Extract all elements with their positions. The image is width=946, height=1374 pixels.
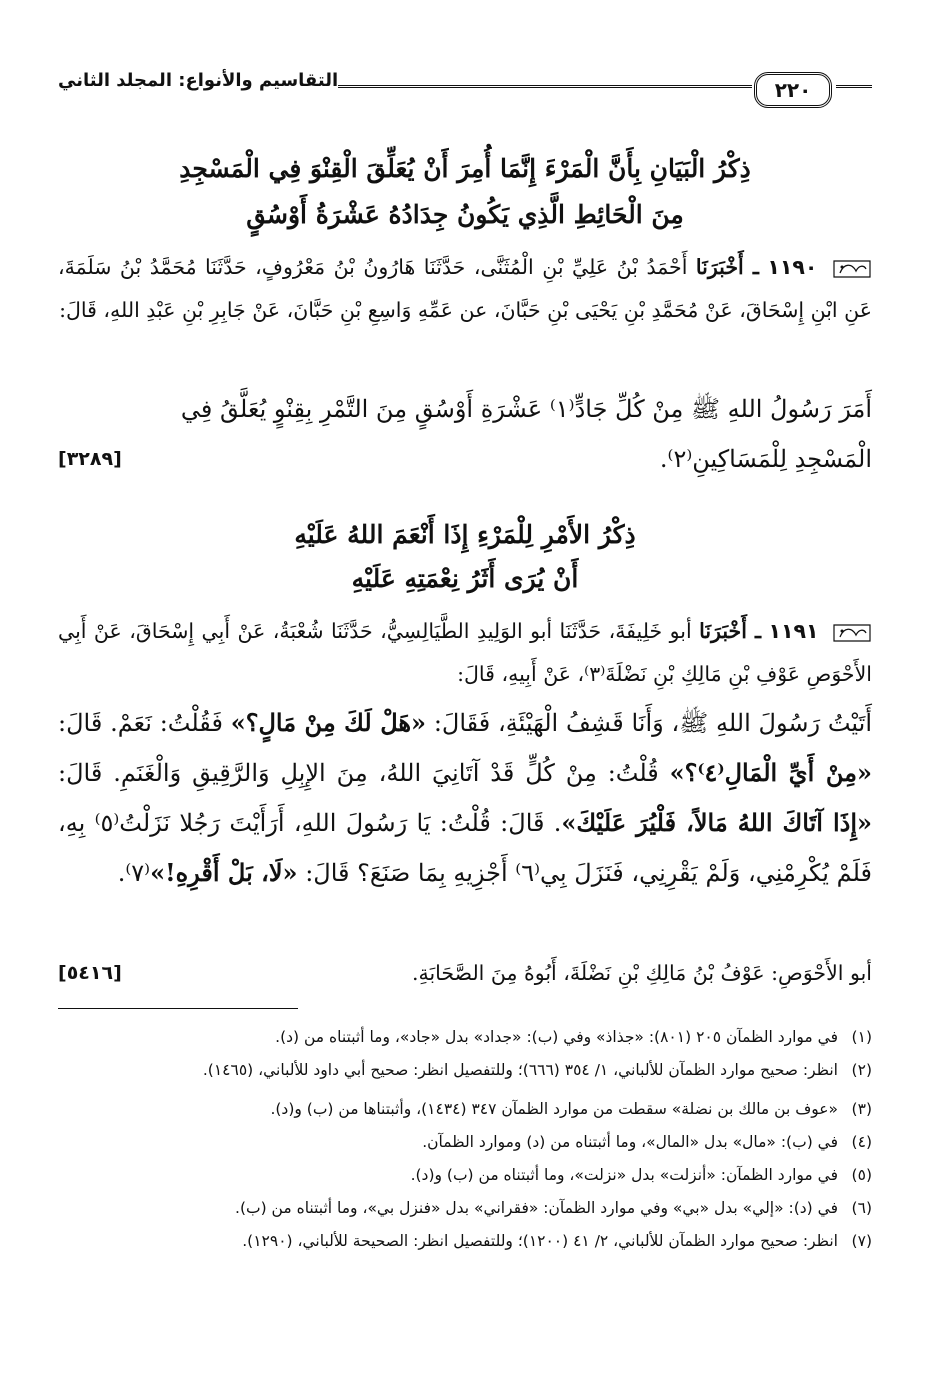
hadith-number: ١١٩٠ (767, 255, 818, 279)
note-text: أبو الأَحْوَصِ: عَوْفُ بْنُ مَالِكِ بْنِ نَضْلَةَ، أَبُوهُ مِنَ الصَّحَابَةِ. (411, 961, 872, 985)
hadith-1190-isnad: ١١٩٠ ـ أَخْبَرَنَا أَحْمَدُ بْنُ عَلِيِّ بْنِ الْمُثَنَّى، حَدَّثَنَا هَارُونُ بْنُ مَعْرُوفٍ، حَدَّثَنَا مُحَمَّدُ بْنُ سَلَمَةَ، عَنِ ابْنِ إِسْحَاقَ، عَنْ مُحَمَّدِ بْنِ يَحْيَى بْنِ حَبَّانَ، عن عَمِّهِ وَاسِعِ بْنِ حَبَّانَ، عَنْ جَابِرِ بْنِ عَبْدِ اللهِ، قَالَ: (58, 255, 872, 322)
footnote-6 (58, 1193, 872, 1224)
footnotes (58, 1022, 872, 1259)
section-heading-1-line-2: مِنَ الْحَائِطِ الَّذِي يَكُونُ جِدَادُهُ عَشْرَةُ أَوْسُقٍ (246, 200, 684, 229)
footnote-number: (٣) (851, 1100, 872, 1118)
footnote-separator (58, 1008, 298, 1009)
section-heading-2-line-2: أَنْ يُرَى أَثَرُ نِعْمَتِهِ عَلَيْهِ (351, 564, 579, 593)
matn-text: أَتَيْتُ رَسُولَ اللهِ ﷺ، وَأَنَا قَشِفُ الْهَيْئَةِ، فَقَالَ: (426, 709, 873, 737)
footnote-2 (58, 1055, 872, 1086)
footnote-number: (٢) (851, 1061, 872, 1079)
page-number: ٢٢٠ (754, 72, 832, 108)
header-rule-middle (338, 85, 752, 88)
footnote-text: في (د): «إلي» بدل «بي» وفي موارد الظمآن: «فقراني» بدل «فنزل بي»، وما أثبتناه من (ب). (235, 1199, 838, 1217)
reference-number: [٥٤١٦] (58, 962, 122, 984)
reference-number: [٣٢٨٩] (58, 448, 122, 470)
isnad-text: أَحْمَدُ بْنُ عَلِيِّ بْنِ الْمُثَنَّى، حَدَّثَنَا هَارُونُ بْنُ مَعْرُوفٍ، حَدَّثَنَا مُحَمَّدُ بْنُ سَلَمَةَ، عَنِ ابْنِ إِسْحَاقَ، عَنْ مُحَمَّدِ بْنِ يَحْيَى بْنِ حَبَّانَ، عن عَمِّهِ وَاسِعِ بْنِ حَبَّانَ، عَنْ جَابِرِ بْنِ عَبْدِ اللهِ، قَالَ: (58, 255, 872, 322)
narrator-ornament-icon (832, 621, 872, 645)
hadith-1190-matn-line-1: أَمَرَ رَسُولُ اللهِ ﷺ مِنْ كُلِّ جَادٍّ⁽١⁾ عَشْرَةِ أَوْسُقٍ مِنَ التَّمْرِ بِقِنْوٍ يُعَلَّقُ فِي (180, 395, 872, 423)
page-header (58, 64, 872, 112)
matn-text: الْمَسْجِدِ لِلْمَسَاكِينِ⁽٢⁾. (659, 445, 872, 473)
section-heading-1-line-1: ذِكْرُ الْبَيَانِ بِأَنَّ الْمَرْءَ إِنَّمَا أُمِرَ أَنْ يُعَلِّقَ الْقِنْوَ فِي الْمَسْجِدِ (179, 154, 751, 183)
matn-text: قُلْتُ: مِنْ كُلٍّ قَدْ آتَانِيَ اللهُ، مِنَ الإِبِلِ وَالرَّقِيقِ وَالْغَنَمِ. قَالَ: (58, 759, 670, 787)
running-title: التقاسيم والأنواع: المجلد الثاني (58, 70, 339, 91)
hadith-number: ١١٩١ (768, 619, 819, 643)
hadith-1191-matn (58, 698, 872, 898)
footnote-text: «عوف بن مالك بن نضلة» سقطت من موارد الظمآن ٣٤٧ (١٤٣٤)، وأثبتناها من (ب) و(د). (270, 1100, 838, 1118)
prophet-quote: «هَلْ لَكَ مِنْ مَالٍ؟» (230, 708, 427, 737)
hadith-lead-word: أَخْبَرَنَا (699, 619, 747, 643)
footnote-number: (٥) (851, 1166, 872, 1184)
matn-text: . قَالَ: قُلْتُ: يَا رَسُولَ اللهِ، أَرَأَيْتَ رَجُلا نَزَلْتُ⁽٥⁾ بِهِ، فَلَمْ يُكْرِمْنِي، وَلَمْ يَقْرِنِي، فَنَزَلَ بِي⁽٦⁾ أَجْزِيهِ بِمَا صَنَعَ؟ قَالَ: (58, 809, 872, 887)
isnad-text: أبو خَلِيفَةَ، حَدَّثَنَا أبو الوَلِيدِ الطَّيَالِسِيُّ، حَدَّثَنَا شُعْبَةُ، عَنْ أَبِي إِسْحَاقَ، عَنْ أَبِي الأَحْوَصِ عَوْفِ بْنِ مَالِكِ بْنِ نَضْلَةَ⁽٣⁾، عَنْ أَبِيهِ، قَالَ: (58, 619, 872, 686)
footnote-number: (٧) (851, 1232, 872, 1250)
footnote-5 (58, 1160, 872, 1191)
footnote-text: في (ب): «مال» بدل «المال»، وما أثبتناه من (د) وموارد الظمآن. (422, 1133, 838, 1151)
footnote-text: انظر: صحيح موارد الظمآن للألباني، ٢/ ٤١ (١٢٠٠)؛ وللتفصيل انظر: الصحيحة للألباني، (١٢٩٠). (242, 1232, 838, 1250)
hadith-1191-note (58, 952, 872, 995)
footnote-7 (58, 1226, 872, 1257)
section-heading-2-line-1: ذِكْرُ الأَمْرِ لِلْمَرْءِ إِذَا أَنْعَمَ اللهُ عَلَيْهِ (294, 520, 636, 549)
footnote-4 (58, 1127, 872, 1158)
footnote-number: (١) (851, 1028, 872, 1046)
header-rule-right (836, 85, 872, 88)
hadith-1190-matn-line-2 (58, 434, 872, 484)
footnote-number: (٤) (851, 1133, 872, 1151)
footnote-1 (58, 1022, 872, 1053)
footnote-3 (58, 1094, 872, 1125)
hadith-1191-isnad: ١١٩١ ـ أَخْبَرَنَا أبو خَلِيفَةَ، حَدَّثَنَا أبو الوَلِيدِ الطَّيَالِسِيُّ، حَدَّثَنَا شُعْبَةُ، عَنْ أَبِي إِسْحَاقَ، عَنْ أَبِي الأَحْوَصِ عَوْفِ بْنِ مَالِكِ بْنِ نَضْلَةَ⁽٣⁾، عَنْ أَبِيهِ، قَالَ: (58, 619, 872, 686)
narrator-ornament-icon (832, 257, 872, 281)
matn-text: فَقُلْتُ: نَعَمْ. قَالَ: (58, 709, 231, 737)
footnote-text: انظر: صحيح موارد الظمآن للألباني، ١/ ٣٥٤ (٦٦٦)؛ وللتفصيل انظر: صحيح أبي داود للألباني، (١٤٦٥). (202, 1061, 838, 1079)
footnote-text: في موارد الظمآن ٢٠٥ (٨٠١): «جذاذ» وفي (ب): «جداد» بدل «جاد»، وما أثبتناه من (د). (275, 1028, 838, 1046)
book-page (58, 0, 872, 1374)
prophet-quote: «إِذَا آتَاكَ اللهُ مَالاً، فَلْيُرَ عَلَيْكَ» (561, 808, 872, 837)
hadith-lead-word: أَخْبَرَنَا (695, 255, 744, 279)
footnote-number: (٦) (851, 1199, 872, 1217)
prophet-quote: «مِنْ أَيِّ الْمَالِ⁽٤⁾؟» (669, 758, 872, 787)
prophet-quote: «لَا، بَلْ أَقْرِهِ!» (150, 858, 298, 887)
matn-text: ⁽٧⁾. (117, 859, 151, 887)
footnote-text: في موارد الظمآن: «أنزلت» بدل «نزلت»، وما أثبتناه من (ب) و(د). (410, 1166, 838, 1184)
